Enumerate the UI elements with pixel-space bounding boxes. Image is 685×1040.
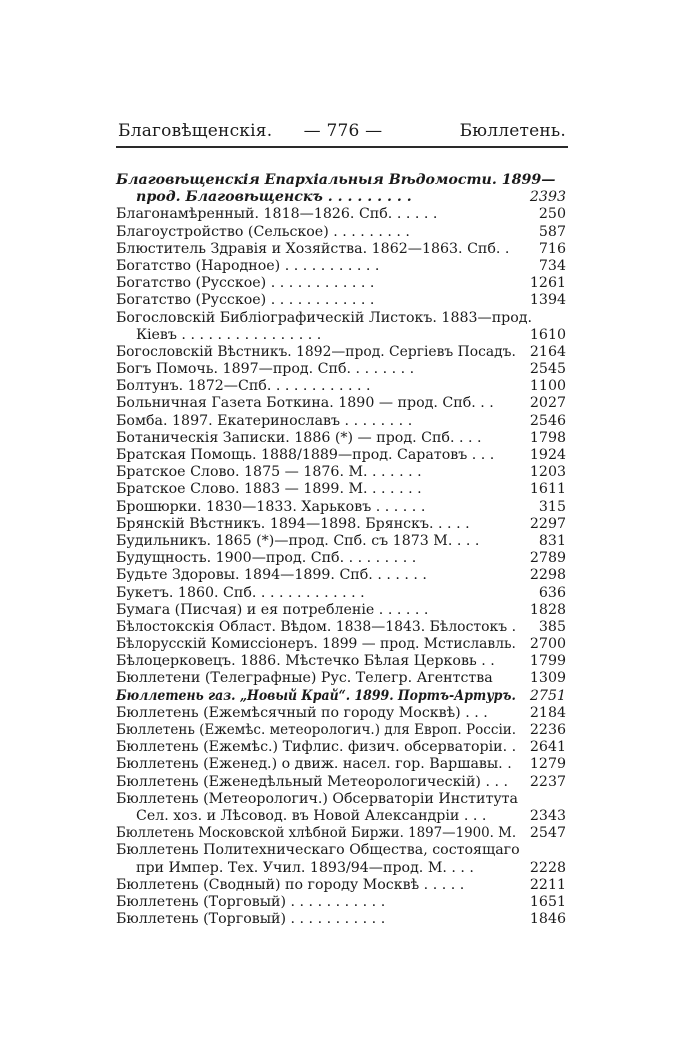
entry-title: Больничная Газета Боткина. 1890 — прод. Спб. . . <box>116 395 494 412</box>
index-entry <box>116 877 568 894</box>
entry-title: Братское Слово. 1883 — 1899. М. . . . . . . <box>116 481 422 498</box>
index-entry <box>116 447 568 464</box>
entry-number: 2184 <box>529 704 566 721</box>
index-entry <box>116 395 568 412</box>
entry-number: 716 <box>538 240 566 257</box>
entry-number: 831 <box>538 532 566 549</box>
entry-title: Бѣлорусскій Комиссіонеръ. 1899 — прод. Мстиславль. <box>116 636 516 653</box>
entry-title: Бюллетень (Еженедѣльный Метеорологическій) . . . <box>116 773 509 790</box>
index-entry <box>116 791 568 808</box>
index-entry <box>116 292 568 309</box>
index-entry-continuation <box>116 327 568 344</box>
entry-title: Болтунъ. 1872—Спб. . . . . . . . . . . . <box>116 378 371 395</box>
entry-title: Бомба. 1897. Екатеринославъ . . . . . . . . <box>116 412 413 429</box>
entry-title: Будущность. 1900—прод. Спб. . . . . . . . . <box>116 550 417 567</box>
entry-title: Благовѣщенскія Епархіальныя Вѣдомости. 1899— <box>116 172 556 188</box>
index-entry <box>116 722 568 739</box>
index-entry <box>116 602 568 619</box>
entry-number: 1828 <box>529 601 566 618</box>
index-entry <box>116 739 568 756</box>
entry-title: Богатство (Русское) . . . . . . . . . . . . <box>116 292 375 309</box>
entry-title: Бѣлостокскія Област. Вѣдом. 1838—1843. Бѣлостокъ . <box>116 618 517 635</box>
entry-number: 2789 <box>529 550 566 567</box>
index-entry <box>116 516 568 533</box>
index-entry <box>116 705 568 722</box>
index-entry-continuation <box>116 808 568 825</box>
index-entry <box>116 756 568 773</box>
entry-title: Благоустройство (Сельское) . . . . . . . . . <box>116 223 410 240</box>
entry-number: 1798 <box>529 429 566 446</box>
entry-number: 2237 <box>529 773 566 790</box>
entry-number: 1846 <box>529 911 566 928</box>
entry-title: Бюллетени (Телеграфные) Рус. Телегр. Агентства <box>116 670 493 687</box>
entry-title: Бюллетень газ. „Новый Край“. 1899. Портъ-Артуръ. <box>116 687 516 704</box>
index-entry <box>116 550 568 567</box>
index-entry <box>116 653 568 670</box>
index-entry <box>116 842 568 859</box>
entry-number: 1610 <box>529 326 566 343</box>
entry-number: 2027 <box>529 395 566 412</box>
index-entry <box>116 344 568 361</box>
index-entry <box>116 224 568 241</box>
index-entries <box>116 172 568 928</box>
entry-title: Братская Помощь. 1888/1889—прод. Саратовъ . . . <box>116 447 495 463</box>
entry-number: 2546 <box>529 412 566 429</box>
index-entry <box>116 481 568 498</box>
entry-title: Букетъ. 1860. Спб. . . . . . . . . . . . . <box>116 584 365 601</box>
index-entry <box>116 894 568 911</box>
entry-number: 1611 <box>529 481 566 498</box>
entry-number: 2545 <box>529 361 566 378</box>
entry-title: Сел. хоз. и Лѣсовод. въ Новой Александріи . . . <box>136 807 487 824</box>
index-entry <box>116 258 568 275</box>
entry-number: 315 <box>538 498 566 515</box>
entry-title: Бюллетень (Ежемѣс. метеорологич.) для Европ. Россіи. <box>116 722 517 738</box>
index-entry <box>116 310 568 327</box>
entry-number: 2298 <box>529 567 566 584</box>
entry-title: при Импер. Тех. Учил. 1893/94—прод. М. . . . <box>136 859 474 876</box>
entry-number: 1100 <box>529 378 566 395</box>
index-entry <box>116 172 568 189</box>
entry-title: Бюллетень Политехническаго Общества, состоящаго <box>116 842 520 859</box>
header-right-word: Бюллетень. <box>459 121 566 141</box>
entry-number: 2751 <box>529 687 566 704</box>
index-entry-continuation <box>116 860 568 877</box>
entry-title: Благонамѣренный. 1818—1826. Спб. . . . . . <box>116 206 438 223</box>
entry-number: 734 <box>538 257 566 274</box>
index-entry <box>116 413 568 430</box>
entry-title: Богатство (Русское) . . . . . . . . . . . . <box>116 275 375 292</box>
entry-title: Бюллетень (Ежемѣсячный по городу Москвѣ) . . . <box>116 704 488 721</box>
entry-number: 2228 <box>529 859 566 876</box>
index-entry <box>116 825 568 842</box>
index-entry <box>116 774 568 791</box>
entry-title: Брянскій Вѣстникъ. 1894—1898. Брянскъ. . . . . <box>116 515 470 532</box>
entry-number: 2343 <box>529 807 566 824</box>
index-entry <box>116 619 568 636</box>
entry-title: Будильникъ. 1865 (*)—прод. Спб. съ 1873 М. . . . <box>116 532 480 549</box>
entry-number: 1394 <box>529 292 566 309</box>
entry-number: 2236 <box>529 722 566 738</box>
entry-title: Бумага (Писчая) и ея потребленіе . . . . . . <box>116 601 429 618</box>
index-entry <box>116 499 568 516</box>
index-entry <box>116 911 568 928</box>
entry-title: Бюллетень (Торговый) . . . . . . . . . . . <box>116 893 386 910</box>
entry-number: 2164 <box>529 343 566 360</box>
index-entry <box>116 636 568 653</box>
entry-number: 1261 <box>529 275 566 292</box>
entry-number: 1309 <box>529 670 566 687</box>
running-header <box>118 121 566 143</box>
index-entry <box>116 567 568 584</box>
index-entry <box>116 688 568 705</box>
entry-title: прод. Благовѣщенскъ . . . . . . . . . <box>136 189 412 206</box>
index-entry <box>116 670 568 687</box>
header-left-word: Благовѣщенскія. <box>118 121 273 141</box>
entry-title: Братское Слово. 1875 — 1876. М. . . . . . . <box>116 464 422 481</box>
entry-number: 250 <box>538 206 566 223</box>
entry-number: 1279 <box>529 756 566 773</box>
index-entry <box>116 430 568 447</box>
entry-number: 2700 <box>529 636 566 653</box>
entry-title: Бюллетень (Еженед.) о движ. насел. гор. Варшавы. . <box>116 756 512 773</box>
index-entry <box>116 241 568 258</box>
entry-number: 2547 <box>529 825 566 842</box>
entry-number: 587 <box>538 223 566 240</box>
entry-title: Бюллетень (Метеорологич.) Обсерваторіи Института <box>116 790 518 807</box>
entry-number: 2641 <box>529 739 566 756</box>
index-entry <box>116 464 568 481</box>
entry-number: 1924 <box>529 447 566 463</box>
page-number: — 776 — <box>303 121 383 141</box>
index-entry <box>116 378 568 395</box>
entry-title: Ботаническія Записки. 1886 (*) — прод. Спб. . . . <box>116 429 482 446</box>
entry-number: 636 <box>538 584 566 601</box>
entry-title: Богатство (Народное) . . . . . . . . . . . <box>116 257 380 274</box>
entry-title: Бюллетень (Торговый) . . . . . . . . . . . <box>116 911 386 928</box>
entry-number: 2393 <box>529 189 566 206</box>
entry-number: 1651 <box>529 893 566 910</box>
entry-title: Богословскій Вѣстникъ. 1892—прод. Сергіевъ Посадъ. <box>116 343 516 360</box>
entry-number: 1799 <box>529 653 566 670</box>
index-entry <box>116 533 568 550</box>
entry-title: Бюллетень (Сводный) по городу Москвѣ . . . . . <box>116 876 465 893</box>
entry-number: 2211 <box>529 876 566 893</box>
entry-number: 2297 <box>529 515 566 532</box>
index-entry <box>116 361 568 378</box>
entry-title: Брошюрки. 1830—1833. Харьковъ . . . . . . <box>116 498 426 515</box>
entry-title: Бюллетень Московской хлѣбной Биржи. 1897—1900. М. <box>116 825 517 842</box>
entry-number: 1203 <box>529 464 566 481</box>
index-entry <box>116 275 568 292</box>
entry-number: 385 <box>538 618 566 635</box>
entry-title: Кіевъ . . . . . . . . . . . . . . . . <box>136 326 322 343</box>
entry-title: Бюллетень (Ежемѣс.) Тифлис. физич. обсерваторіи. . <box>116 739 517 756</box>
index-entry <box>116 585 568 602</box>
index-entry <box>116 206 568 223</box>
entry-title: Блюститель Здравія и Хозяйства. 1862—1863. Спб. . <box>116 240 510 257</box>
entry-title: Богъ Помочь. 1897—прод. Спб. . . . . . . . <box>116 361 415 378</box>
header-rule <box>116 146 568 148</box>
entry-title: Богословскій Библіографическій Листокъ. 1883—прод. <box>116 309 533 326</box>
entry-title: Бѣлоцерковецъ. 1886. Мѣстечко Бѣлая Церковь . . <box>116 653 495 670</box>
index-entry-continuation <box>116 189 568 206</box>
entry-title: Будьте Здоровы. 1894—1899. Спб. . . . . . . <box>116 567 427 584</box>
